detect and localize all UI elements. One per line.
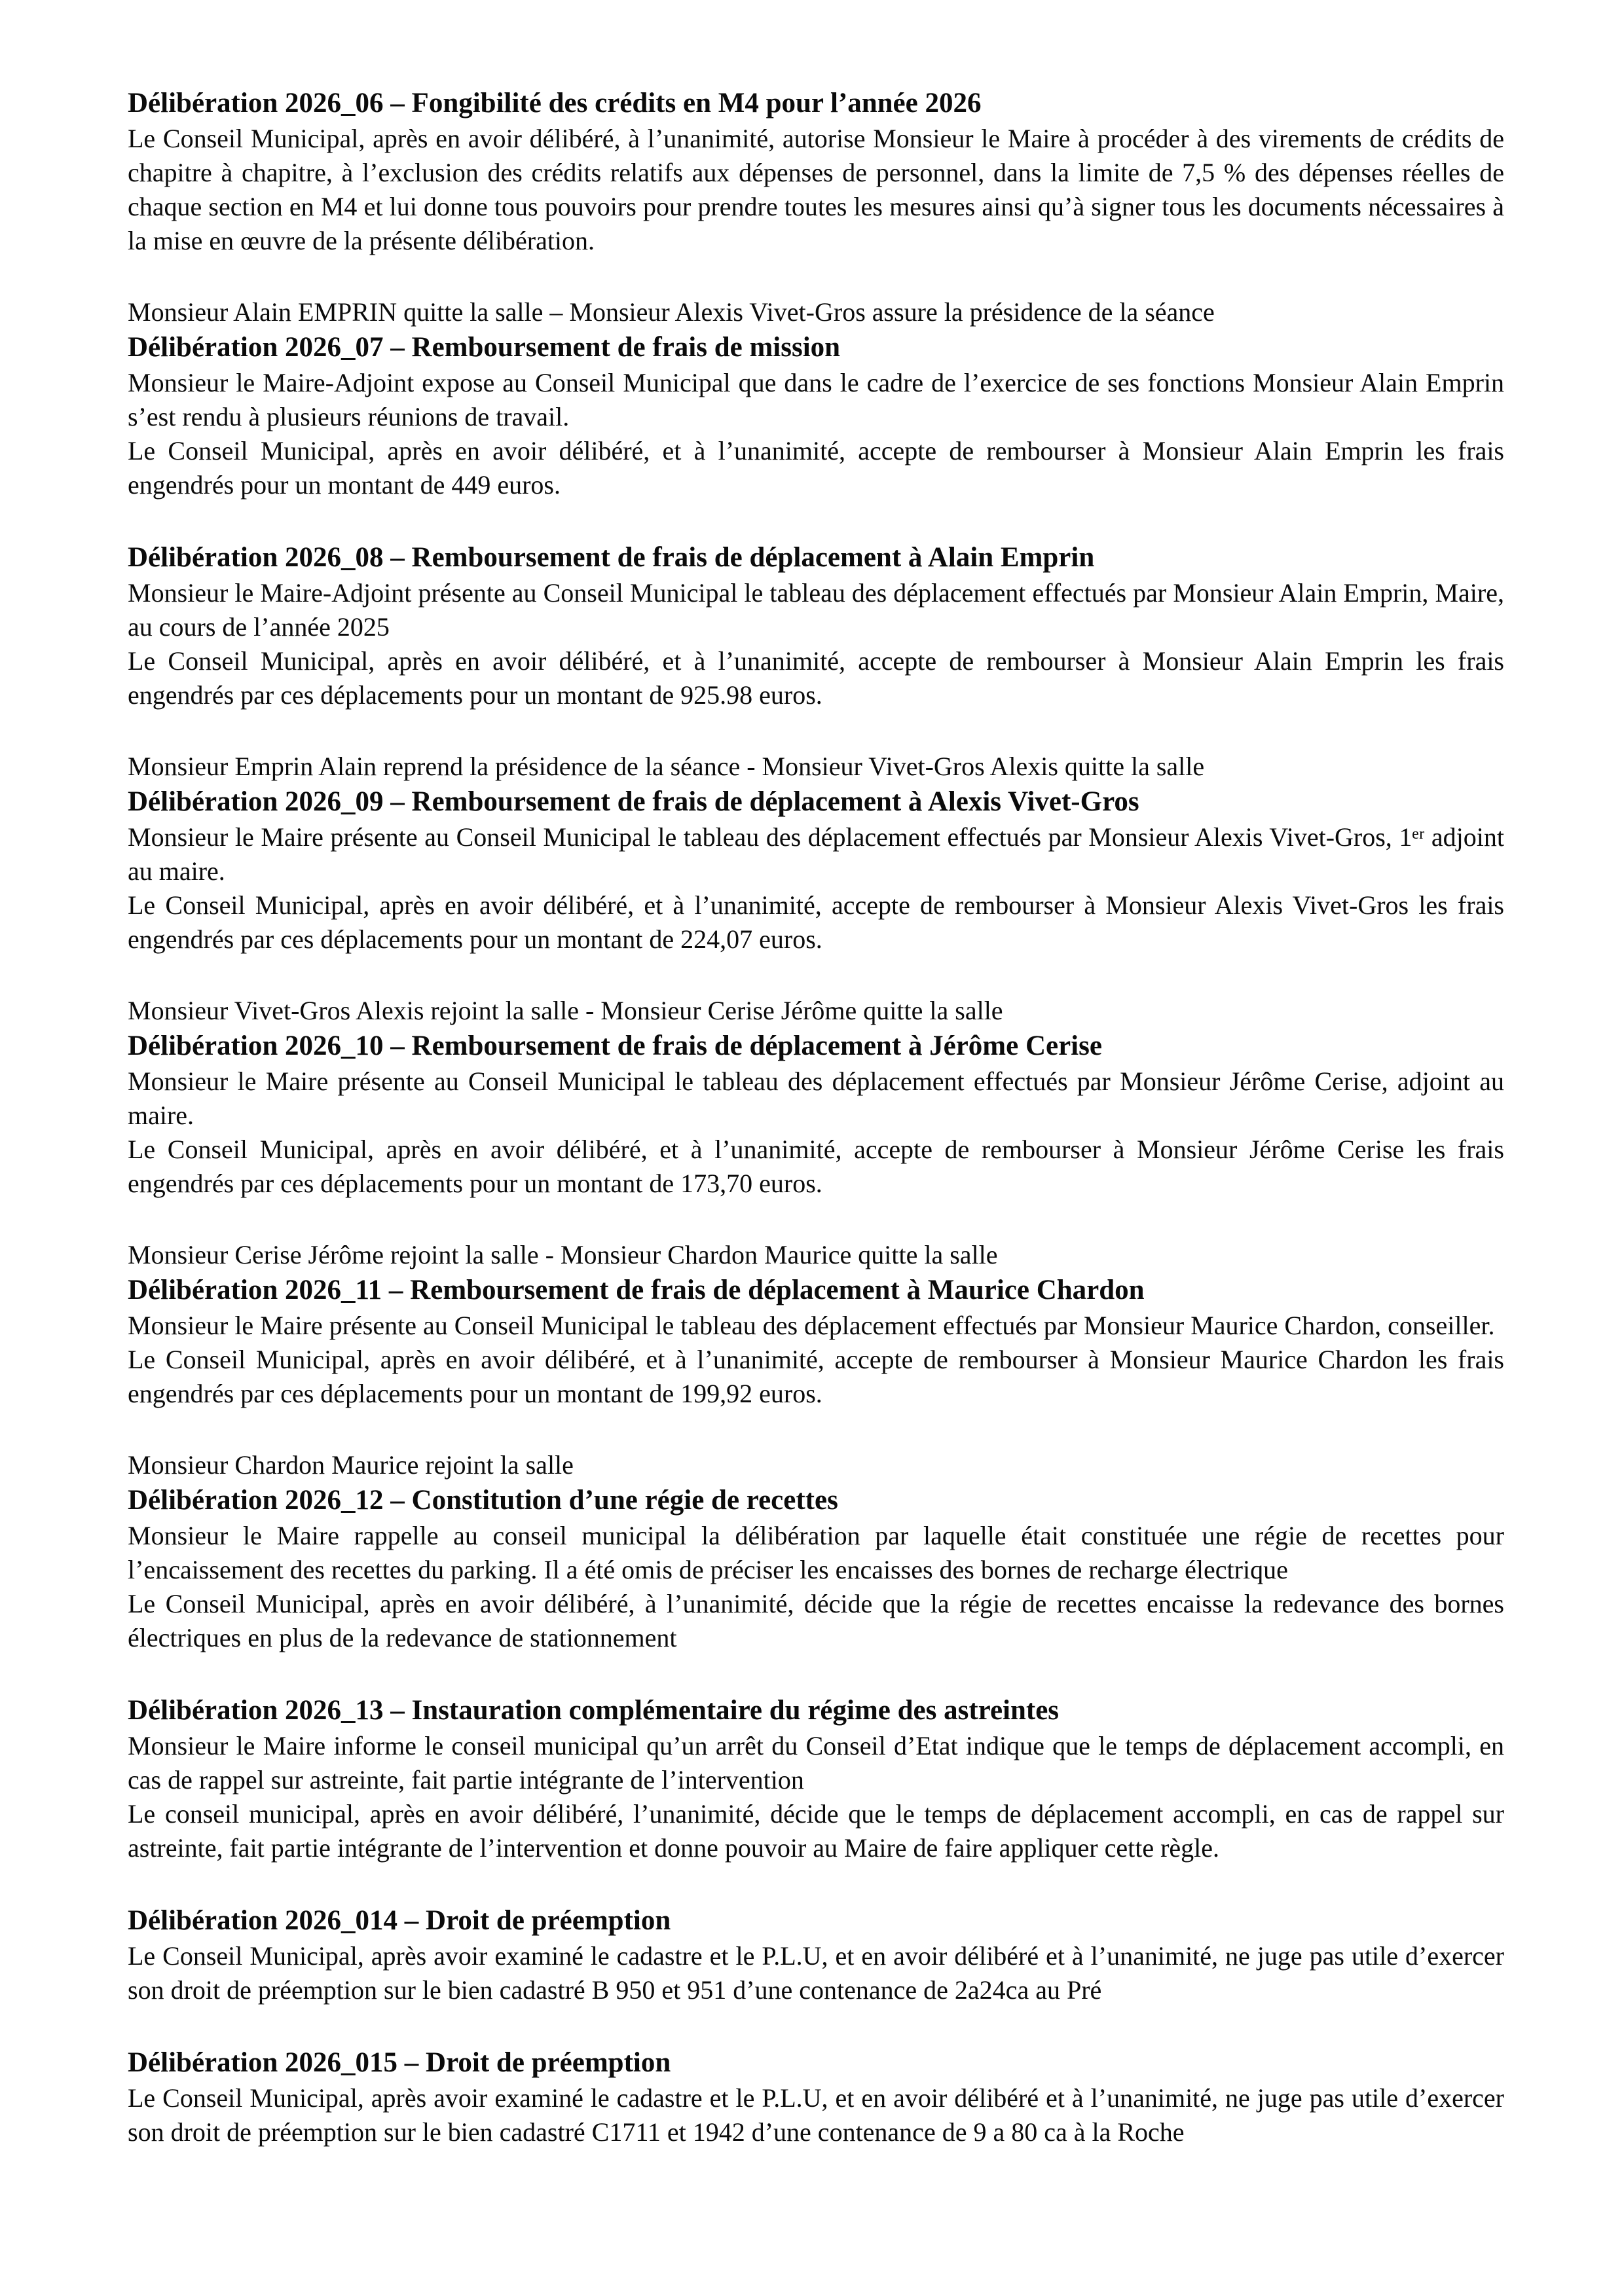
session-note: Monsieur Cerise Jérôme rejoint la salle - Monsieur Chardon Maurice quitte la salle — [128, 1240, 998, 1269]
session-note: Monsieur Emprin Alain reprend la présidence de la séance - Monsieur Vivet-Gros Alexis quitte la salle — [128, 752, 1205, 781]
deliberation-heading: Délibération 2026_11 – Remboursement de frais de déplacement à Maurice Chardon — [128, 1275, 1145, 1305]
deliberation-section-2026-10 — [128, 994, 1504, 1201]
deliberation-heading: Délibération 2026_10 – Remboursement de frais de déplacement à Jérôme Cerise — [128, 1030, 1102, 1061]
deliberation-paragraph: Le Conseil Municipal, après en avoir délibéré, et à l’unanimité, accepte de rembourser à Monsieur Alain Emprin les frais engendrés par ces déplacements pour un montant de 925.98 euros. — [128, 646, 1504, 710]
deliberation-paragraph: Le Conseil Municipal, après en avoir délibéré, et à l’unanimité, accepte de rembourser à Monsieur Alexis Vivet-Gros les frais engendrés par ces déplacements pour un montant de 224,07 euros. — [128, 890, 1504, 954]
deliberation-paragraph: Le Conseil Municipal, après en avoir délibéré, à l’unanimité, décide que la régie de recettes encaisse la redevance des bornes électriques en plus de la redevance de stationnement — [128, 1589, 1504, 1652]
deliberation-paragraph: Monsieur le Maire rappelle au conseil municipal la délibération par laquelle était constituée une régie de recettes pour l’encaissement des recettes du parking. Il a été omis de préciser les encaisses des bornes de recharge électrique — [128, 1521, 1504, 1584]
deliberation-heading: Délibération 2026_09 – Remboursement de frais de déplacement à Alexis Vivet-Gros — [128, 786, 1139, 817]
deliberation-heading: Délibération 2026_014 – Droit de préemption — [128, 1905, 671, 1936]
deliberation-paragraph: Le Conseil Municipal, après avoir examiné le cadastre et le P.L.U, et en avoir délibéré et à l’unanimité, ne juge pas utile d’exercer son droit de préemption sur le bien cadastré B 950 et 951 d’une contenance de 2a24ca au Pré — [128, 1941, 1504, 2005]
document-content — [128, 85, 1504, 2187]
deliberation-paragraph: Monsieur le Maire présente au Conseil Municipal le tableau des déplacement effectués par Monsieur Alexis Vivet-Gros, 1ᵉʳ adjoint au maire. — [128, 822, 1504, 886]
deliberation-heading: Délibération 2026_06 – Fongibilité des crédits en M4 pour l’année 2026 — [128, 88, 982, 118]
deliberation-paragraph: Monsieur le Maire présente au Conseil Municipal le tableau des déplacement effectués par Monsieur Jérôme Cerise, adjoint au maire. — [128, 1066, 1504, 1130]
deliberation-heading: Délibération 2026_015 – Droit de préemption — [128, 2047, 671, 2078]
deliberation-paragraph: Monsieur le Maire présente au Conseil Municipal le tableau des déplacement effectués par Monsieur Maurice Chardon, conseiller. — [128, 1311, 1495, 1340]
deliberation-heading: Délibération 2026_08 – Remboursement de frais de déplacement à Alain Emprin — [128, 542, 1095, 573]
deliberation-section-2026-014 — [128, 1903, 1504, 2007]
session-note: Monsieur Chardon Maurice rejoint la salle — [128, 1450, 574, 1480]
session-note: Monsieur Vivet-Gros Alexis rejoint la salle - Monsieur Cerise Jérôme quitte la salle — [128, 996, 1003, 1025]
deliberation-section-2026-13 — [128, 1692, 1504, 1865]
deliberation-section-2026-015 — [128, 2045, 1504, 2149]
deliberation-section-2026-07 — [128, 295, 1504, 502]
session-note: Monsieur Alain EMPRIN quitte la salle – Monsieur Alexis Vivet-Gros assure la présidence de la séance — [128, 297, 1215, 327]
deliberation-paragraph: Le Conseil Municipal, après en avoir délibéré, et à l’unanimité, accepte de rembourser à Monsieur Jérôme Cerise les frais engendrés par ces déplacements pour un montant de 173,70 euros. — [128, 1135, 1504, 1198]
deliberation-paragraph: Le Conseil Municipal, après avoir examiné le cadastre et le P.L.U, et en avoir délibéré et à l’unanimité, ne juge pas utile d’exercer son droit de préemption sur le bien cadastré C1711 et 1942 d’une contenance de 9 a 80 ca à la Roche — [128, 2083, 1504, 2147]
deliberation-section-2026-12 — [128, 1448, 1504, 1655]
deliberation-paragraph: Le conseil municipal, après en avoir délibéré, l’unanimité, décide que le temps de déplacement accompli, en cas de rappel sur astreinte, fait partie intégrante de l’intervention et donne pouvoir au Maire de faire appliquer cette règle. — [128, 1799, 1504, 1863]
deliberation-paragraph: Monsieur le Maire-Adjoint expose au Conseil Municipal que dans le cadre de l’exercice de ses fonctions Monsieur Alain Emprin s’est rendu à plusieurs réunions de travail. — [128, 368, 1504, 431]
deliberation-paragraph: Monsieur le Maire informe le conseil municipal qu’un arrêt du Conseil d’Etat indique que le temps de déplacement accompli, en cas de rappel sur astreinte, fait partie intégrante de l’intervention — [128, 1731, 1504, 1795]
deliberation-paragraph: Le Conseil Municipal, après en avoir délibéré, à l’unanimité, autorise Monsieur le Maire à procéder à des virements de crédits de chapitre à chapitre, à l’exclusion des crédits relatifs aux dépenses de personnel, dans la limite de 7,5 % des dépenses réelles de chaque section en M4 et lui donne tous pouvoirs pour prendre toutes les mesures ainsi qu’à signer tous les documents nécessaires à la mise en œuvre de la présente délibération. — [128, 124, 1504, 255]
deliberation-paragraph: Le Conseil Municipal, après en avoir délibéré, et à l’unanimité, accepte de rembourser à Monsieur Maurice Chardon les frais engendrés par ces déplacements pour un montant de 199,92 euros. — [128, 1345, 1504, 1408]
deliberation-paragraph: Monsieur le Maire-Adjoint présente au Conseil Municipal le tableau des déplacement effectués par Monsieur Alain Emprin, Maire, au cours de l’année 2025 — [128, 578, 1504, 642]
deliberation-heading: Délibération 2026_07 – Remboursement de frais de mission — [128, 332, 841, 363]
deliberation-paragraph: Le Conseil Municipal, après en avoir délibéré, et à l’unanimité, accepte de rembourser à Monsieur Alain Emprin les frais engendrés pour un montant de 449 euros. — [128, 436, 1504, 500]
deliberation-section-2026-09 — [128, 750, 1504, 957]
deliberation-heading: Délibération 2026_13 – Instauration complémentaire du régime des astreintes — [128, 1695, 1060, 1726]
deliberation-section-2026-11 — [128, 1238, 1504, 1411]
deliberation-section-2026-08 — [128, 539, 1504, 712]
deliberation-section-2026-06 — [128, 85, 1504, 258]
deliberation-heading: Délibération 2026_12 – Constitution d’une régie de recettes — [128, 1485, 838, 1516]
